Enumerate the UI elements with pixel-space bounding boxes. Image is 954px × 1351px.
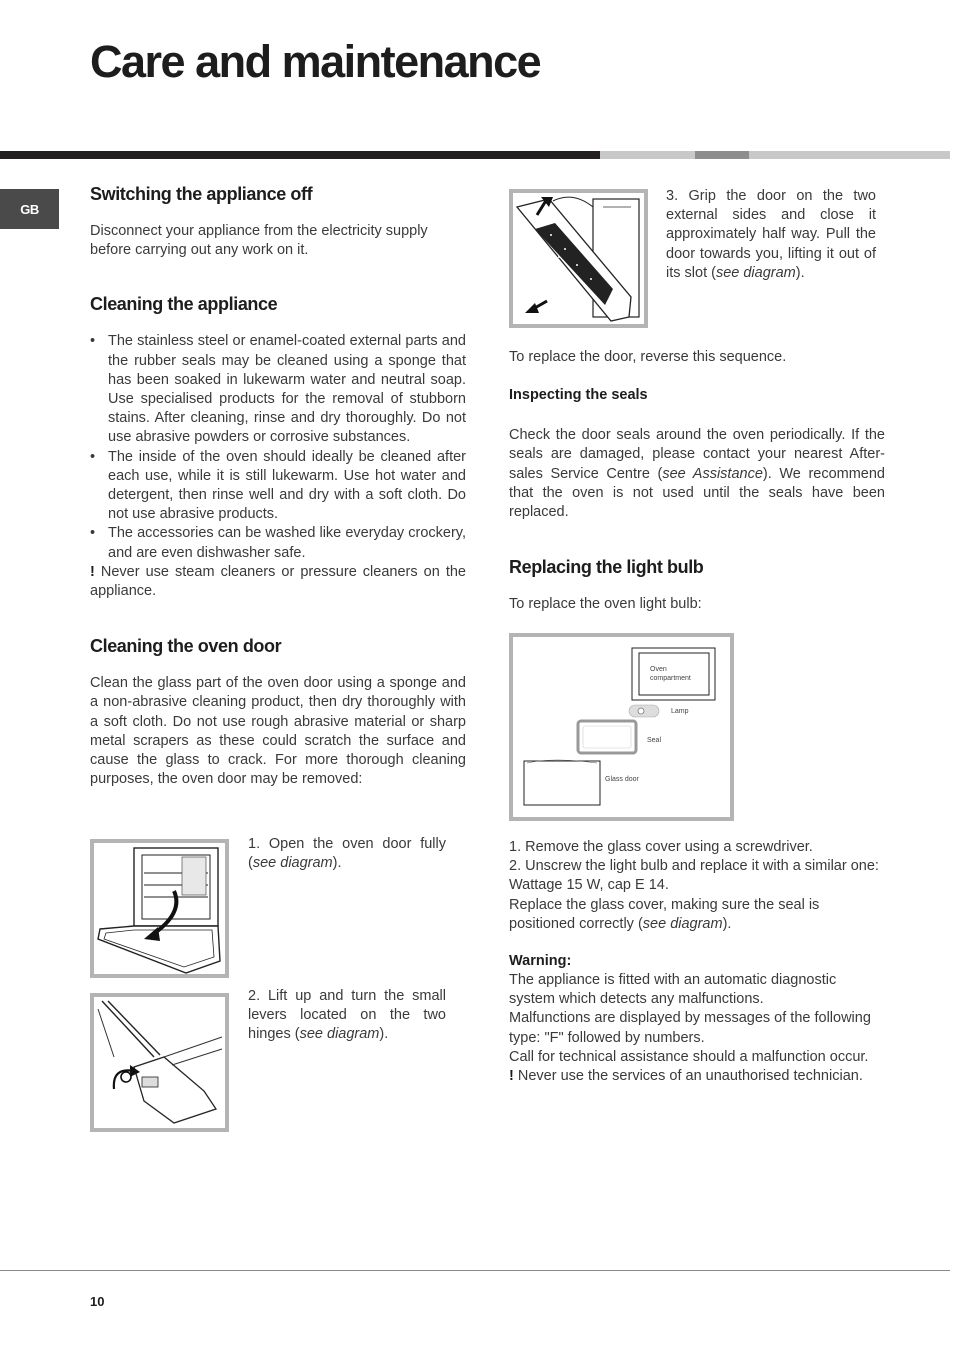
right-column-lower xyxy=(509,838,885,1086)
open-door-illustration xyxy=(94,843,225,974)
light-bulb-intro: To replace the oven light bulb: xyxy=(509,596,702,613)
hinge-illustration xyxy=(94,997,225,1128)
lamp-diagram-illustration xyxy=(513,637,730,817)
warning-heading: Warning: xyxy=(509,953,572,970)
cleaning-warning xyxy=(90,563,466,601)
warning-mark: ! xyxy=(509,1068,514,1085)
header-rule-grey xyxy=(749,151,950,159)
figure-hinge-levers xyxy=(90,993,229,1132)
cleaning-appliance-heading: Cleaning the appliance xyxy=(90,294,278,315)
figure-lamp-diagram xyxy=(509,633,734,821)
page-title: Care and maintenance xyxy=(90,36,541,87)
seals-heading: Inspecting the seals xyxy=(509,387,648,404)
figure-open-door xyxy=(90,839,229,978)
step-1-text: 1. Open the oven door fully (see diagram). xyxy=(248,836,446,872)
header-rule-mid xyxy=(695,151,749,159)
cleaning-door-body: Clean the glass part of the oven door using a sponge and a non-abrasive cleaning product, then dry thoroughly with a soft cloth. Do not use rough abrasive material or sharp metal scrapers as these could scratch the surface and cause the glass to crack. For more thorough cleaning purposes, the oven door may be removed: xyxy=(90,675,466,788)
language-tab: GB xyxy=(0,189,59,229)
footer-rule xyxy=(0,1270,950,1271)
list-item: • The accessories can be washed like everyday crockery, and are even dishwasher safe. xyxy=(90,524,466,562)
left-column xyxy=(90,183,466,789)
lamp-label: Lamp xyxy=(671,708,689,715)
step-2-text: 2. Lift up and turn the small levers located on the two hinges (see diagram). xyxy=(248,988,446,1043)
warning-mark: ! xyxy=(90,563,95,580)
warning-line-4: ! Never use the services of an unauthorised technician. xyxy=(509,1068,863,1085)
bulb-step-3: Replace the glass cover, making sure the seal is positioned correctly (see diagram). xyxy=(509,896,820,932)
cleaning-appliance-list xyxy=(90,332,466,562)
right-column xyxy=(509,348,885,614)
glass-door-label: Glass door xyxy=(605,776,639,783)
figure-remove-door xyxy=(509,189,648,328)
remove-door-illustration xyxy=(513,193,644,324)
cleaning-door-heading: Cleaning the oven door xyxy=(90,636,282,657)
warning-text: Never use steam cleaners or pressure cleaners on the appliance. xyxy=(90,563,466,600)
header-rule-grey xyxy=(600,151,695,159)
warning-line-3: Call for technical assistance should a malfunction occur. xyxy=(509,1048,869,1065)
switching-off-body: Disconnect your appliance from the electricity supply before carrying out any work on it. xyxy=(90,223,428,259)
light-bulb-heading: Replacing the light bulb xyxy=(509,557,704,578)
header-rule-dark xyxy=(0,151,600,159)
replace-door-text: To replace the door, reverse this sequence. xyxy=(509,349,787,365)
oven-compartment-label: compartment xyxy=(650,675,691,682)
page-number: 10 xyxy=(90,1294,105,1309)
warning-line-2: Malfunctions are displayed by messages of the following type: "F" followed by numbers. xyxy=(509,1010,871,1046)
switching-off-heading: Switching the appliance off xyxy=(90,184,313,204)
bulb-step-2: 2. Unscrew the light bulb and replace it with a similar one: Wattage 15 W, cap E 14. xyxy=(509,858,879,894)
list-item: • The inside of the oven should ideally be cleaned after each use, while it is still lukewarm. Use hot water and detergent, then rinse well and dry with a soft cloth. Do not use abrasive products. xyxy=(90,448,466,525)
list-item: • The stainless steel or enamel-coated external parts and the rubber seals may be cleaned using a sponge that has been soaked in lukewarm water and neutral soap. Use specialised products for the removal of stubborn stains. After cleaning, rinse and dry thoroughly. Do not use abrasive powders or corrosive substances. xyxy=(90,332,466,447)
seals-body: Check the door seals around the oven periodically. If the seals are damaged, please contact your nearest After-sales Service Centre (see Assistance). We recommend that the oven is not used until the seals have been replaced. xyxy=(509,427,886,521)
bulb-step-1: 1. Remove the glass cover using a screwdriver. xyxy=(509,839,813,855)
oven-compartment-label: Oven xyxy=(650,666,667,673)
seal-label: Seal xyxy=(647,737,662,744)
warning-line-1: The appliance is fitted with an automatic diagnostic system which detects any malfunctions. xyxy=(509,972,837,1008)
step-3-text: 3. Grip the door on the two external sides and close it approximately half way. Pull the door towards you, lifting it out of its slot (see diagram). xyxy=(666,188,876,281)
